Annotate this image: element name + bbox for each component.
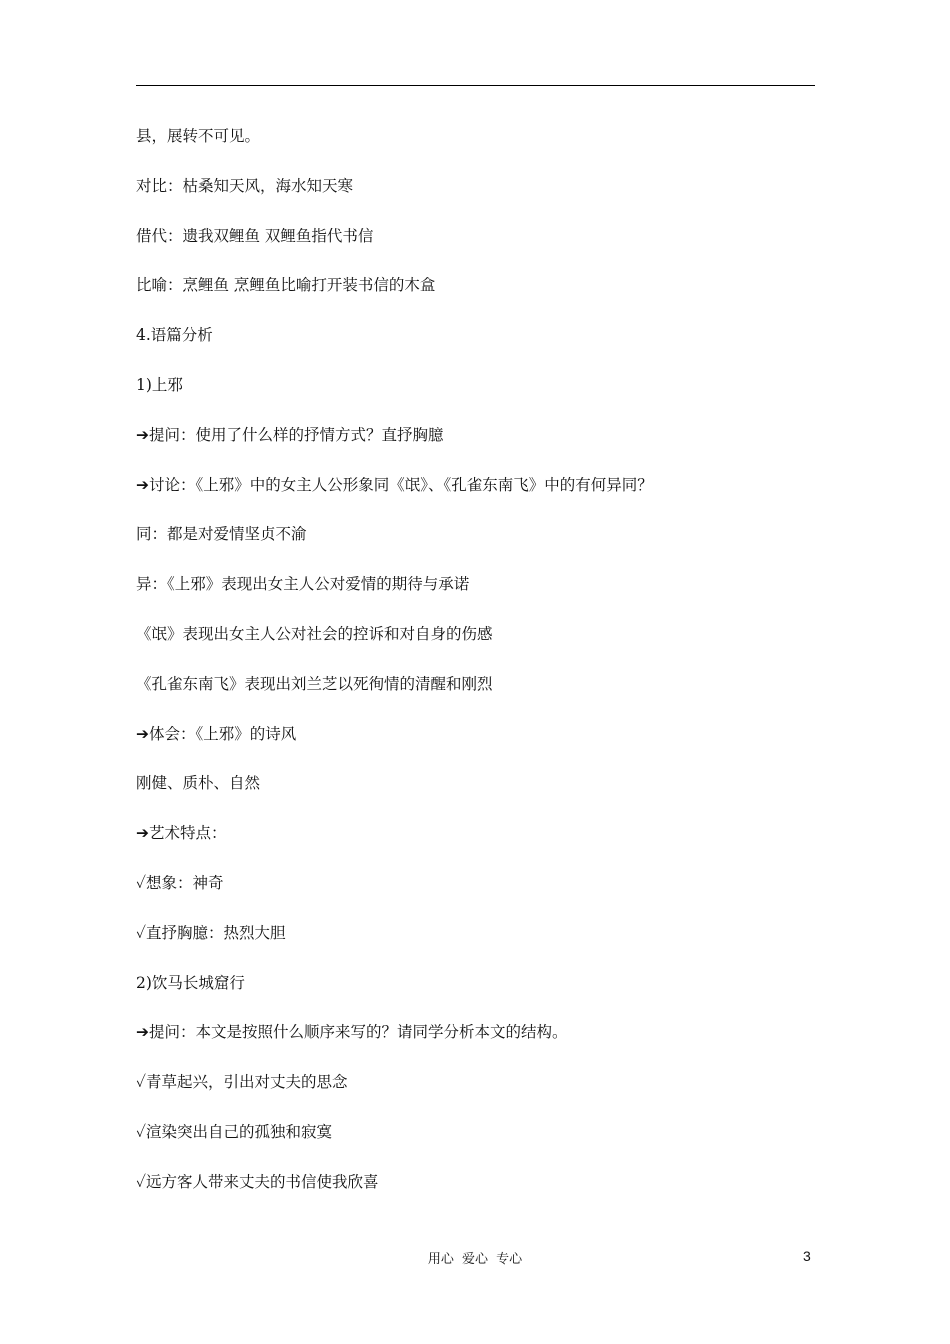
text-line: ✓想象：神奇	[136, 873, 224, 892]
text-line: 县，展转不可见。	[136, 127, 261, 145]
text-line: ➔提问：本文是按照什么顺序来写的？请同学分析本文的结构。	[136, 1023, 568, 1042]
text-line: 异：《上邪》表现出女主人公对爱情的期待与承诺	[136, 575, 470, 594]
text-line: ✓渲染突出自己的孤独和寂寞	[136, 1122, 332, 1141]
text-line: 借代：遗我双鲤鱼 双鲤鱼指代书信	[136, 226, 374, 245]
text-line: 《孔雀东南飞》表现出刘兰芝以死徇情的清醒和刚烈	[136, 674, 493, 693]
text-line: ✓直抒胸臆：热烈大胆	[136, 923, 286, 942]
subsection-heading: 1)上邪	[136, 375, 183, 394]
text-line: 刚健、质朴、自然	[136, 774, 261, 793]
page-number: 3	[803, 1248, 811, 1264]
footer-motto: 用心 爱心 专心	[427, 1252, 523, 1267]
header-rule	[136, 85, 815, 86]
text-line: 同：都是对爱情坚贞不渝	[136, 525, 307, 544]
section-heading: 4.语篇分析	[136, 326, 213, 345]
text-line: ➔提问：使用了什么样的抒情方式？直抒胸臆	[136, 425, 444, 444]
text-line: 《氓》表现出女主人公对社会的控诉和对自身的伤感	[136, 624, 493, 643]
text-line: ✓青草起兴，引出对丈夫的思念	[136, 1073, 348, 1092]
page-footer	[0, 1248, 950, 1268]
text-line: 对比：枯桑知天风，海水知天寒	[136, 176, 354, 195]
subsection-heading: 2)饮马长城窟行	[136, 973, 245, 992]
document-body	[136, 122, 816, 1218]
text-line: ➔体会：《上邪》的诗风	[136, 724, 297, 743]
text-line: ✓远方客人带来丈夫的书信使我欣喜	[136, 1172, 379, 1191]
text-line: ➔讨论：《上邪》中的女主人公形象同《氓》、《孔雀东南飞》中的有何异同？	[136, 475, 653, 494]
text-line: 比喻：烹鲤鱼 烹鲤鱼比喻打开装书信的木盒	[136, 276, 436, 295]
text-line: ➔艺术特点：	[136, 824, 227, 843]
